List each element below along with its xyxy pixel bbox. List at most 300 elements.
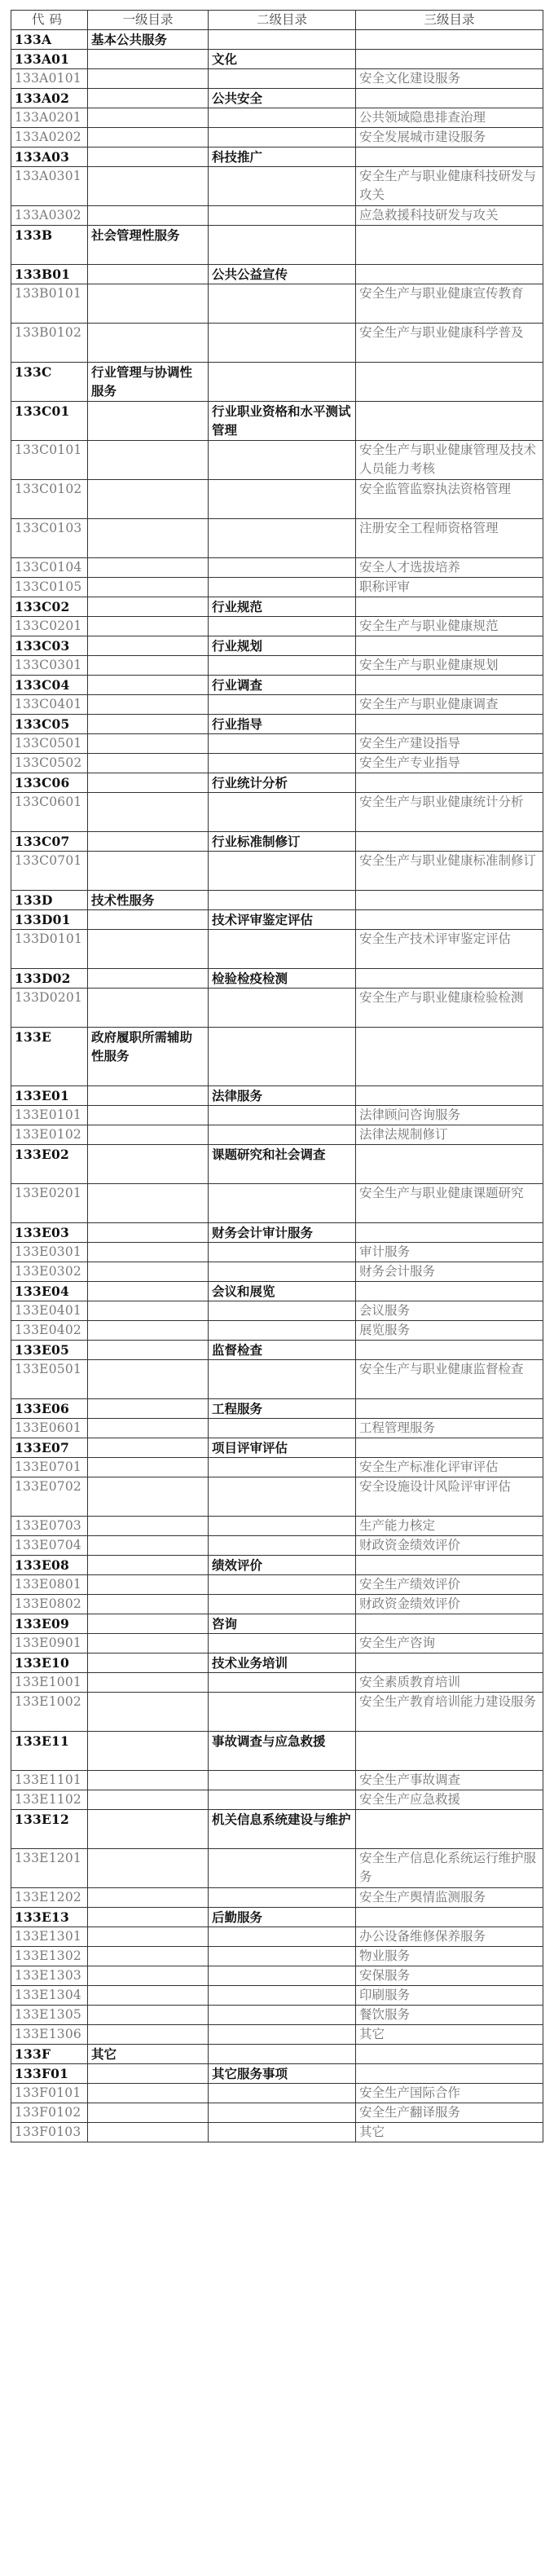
cell-level3-name: 安全生产专业指导	[356, 754, 543, 773]
catalog-row-level2	[11, 636, 543, 656]
cell-empty	[356, 1223, 543, 1243]
cell-empty	[356, 1028, 543, 1086]
cell-level2-name: 行业规范	[209, 597, 356, 617]
cell-level1-name: 政府履职所需辅助性服务	[88, 1028, 209, 1086]
cell-empty	[88, 715, 209, 734]
cell-code: 133C0101	[11, 441, 88, 480]
catalog-row-level2	[11, 1145, 543, 1184]
cell-code: 133E1304	[11, 1986, 88, 2006]
cell-empty	[356, 1282, 543, 1301]
cell-empty	[356, 50, 543, 69]
catalog-row-level3	[11, 1966, 543, 1986]
cell-level3-name: 安全生产国际合作	[356, 2084, 543, 2103]
cell-empty	[209, 1575, 356, 1595]
cell-empty	[88, 2123, 209, 2142]
catalog-row-level3	[11, 108, 543, 128]
cell-empty	[356, 1556, 543, 1575]
cell-empty	[88, 265, 209, 284]
cell-level3-name: 其它	[356, 2025, 543, 2045]
catalog-row-level3	[11, 1947, 543, 1966]
cell-code: 133A0302	[11, 206, 88, 226]
cell-code: 133E0501	[11, 1360, 88, 1399]
cell-code: 133E0802	[11, 1595, 88, 1614]
cell-empty	[88, 2103, 209, 2123]
cell-empty	[356, 265, 543, 284]
cell-empty	[356, 969, 543, 989]
cell-code: 133B0102	[11, 324, 88, 363]
cell-empty	[209, 793, 356, 832]
cell-code: 133E0401	[11, 1301, 88, 1321]
cell-empty	[209, 1595, 356, 1614]
cell-code: 133E0702	[11, 1477, 88, 1517]
cell-level3-name: 会议服务	[356, 1301, 543, 1321]
cell-empty	[209, 695, 356, 715]
cell-empty	[356, 1145, 543, 1184]
cell-code: 133E1306	[11, 2025, 88, 2045]
catalog-row-level3	[11, 754, 543, 773]
cell-level3-name: 安全生产与职业健康宣传教育	[356, 284, 543, 324]
cell-code: 133C07	[11, 832, 88, 852]
cell-empty	[209, 1321, 356, 1341]
catalog-row-level3	[11, 1888, 543, 1908]
cell-code: 133E05	[11, 1341, 88, 1360]
catalog-row-level3	[11, 206, 543, 226]
cell-level3-name: 安全生产绩效评价	[356, 1575, 543, 1595]
cell-level3-name: 餐饮服务	[356, 2006, 543, 2025]
cell-level2-name: 会议和展览	[209, 1282, 356, 1301]
cell-empty	[88, 989, 209, 1028]
cell-empty	[209, 1243, 356, 1262]
cell-level2-name: 行业统计分析	[209, 773, 356, 793]
catalog-row-level2	[11, 832, 543, 852]
cell-code: 133D0201	[11, 989, 88, 1028]
cell-empty	[88, 969, 209, 989]
cell-empty	[88, 1908, 209, 1927]
cell-empty	[209, 891, 356, 910]
catalog-body	[11, 30, 543, 2142]
cell-empty	[356, 2064, 543, 2084]
cell-code: 133E04	[11, 1282, 88, 1301]
header-code: 代码	[11, 11, 88, 30]
cell-code: 133C03	[11, 636, 88, 656]
cell-level3-name: 安全生产咨询	[356, 1634, 543, 1653]
cell-level2-name: 其它服务事项	[209, 2064, 356, 2084]
cell-level2-name: 公共安全	[209, 89, 356, 108]
cell-empty	[88, 754, 209, 773]
catalog-row-level2	[11, 773, 543, 793]
cell-empty	[88, 1341, 209, 1360]
cell-code: 133A0201	[11, 108, 88, 128]
cell-level3-name: 财政资金绩效评价	[356, 1595, 543, 1614]
cell-level3-name: 安全生产技术评审鉴定评估	[356, 930, 543, 969]
cell-empty	[356, 363, 543, 402]
cell-empty	[88, 69, 209, 89]
cell-level2-name: 行业调查	[209, 676, 356, 695]
cell-level3-name: 安全生产与职业健康调查	[356, 695, 543, 715]
cell-empty	[209, 1790, 356, 1810]
cell-empty	[88, 1790, 209, 1810]
catalog-row-level2	[11, 265, 543, 284]
catalog-row-level2	[11, 402, 543, 441]
cell-level3-name: 注册安全工程师资格管理	[356, 519, 543, 558]
cell-level3-name: 安全素质教育培训	[356, 1673, 543, 1693]
cell-level3-name: 安全生产翻译服务	[356, 2103, 543, 2123]
catalog-row-level2	[11, 676, 543, 695]
cell-level3-name: 公共领域隐患排查治理	[356, 108, 543, 128]
cell-empty	[356, 636, 543, 656]
catalog-row-level3	[11, 930, 543, 969]
catalog-row-level3	[11, 2103, 543, 2123]
cell-code: 133E1202	[11, 1888, 88, 1908]
catalog-row-level3	[11, 558, 543, 578]
cell-level2-name: 财务会计审计服务	[209, 1223, 356, 1243]
catalog-row-level3	[11, 2006, 543, 2025]
catalog-row-level3	[11, 480, 543, 519]
cell-empty	[209, 734, 356, 754]
cell-level1-name: 社会管理性服务	[88, 226, 209, 265]
cell-empty	[209, 1360, 356, 1399]
cell-empty	[356, 891, 543, 910]
cell-empty	[356, 1614, 543, 1634]
cell-code: 133C0104	[11, 558, 88, 578]
cell-empty	[209, 852, 356, 891]
cell-empty	[88, 1888, 209, 1908]
catalog-row-level3	[11, 69, 543, 89]
cell-empty	[209, 754, 356, 773]
catalog-row-level2	[11, 910, 543, 930]
cell-code: 133D	[11, 891, 88, 910]
catalog-row-level3	[11, 284, 543, 324]
cell-code: 133E1201	[11, 1849, 88, 1888]
cell-level3-name: 工程管理服务	[356, 1419, 543, 1438]
cell-empty	[88, 1360, 209, 1399]
catalog-row-level2	[11, 50, 543, 69]
cell-empty	[88, 1947, 209, 1966]
cell-empty	[356, 89, 543, 108]
cell-level3-name: 职称评审	[356, 578, 543, 597]
cell-level2-name: 工程服务	[209, 1399, 356, 1419]
catalog-row-level3	[11, 519, 543, 558]
cell-empty	[209, 30, 356, 50]
cell-level3-name: 安保服务	[356, 1966, 543, 1986]
cell-code: 133E1101	[11, 1771, 88, 1790]
cell-code: 133A0301	[11, 167, 88, 206]
catalog-row-level3	[11, 1321, 543, 1341]
cell-level3-name: 安全生产与职业健康科技研发与攻关	[356, 167, 543, 206]
cell-empty	[88, 2084, 209, 2103]
cell-empty	[356, 30, 543, 50]
cell-empty	[209, 284, 356, 324]
cell-empty	[209, 1966, 356, 1986]
cell-empty	[356, 597, 543, 617]
cell-level3-name: 财务会计服务	[356, 1262, 543, 1282]
cell-empty	[88, 1536, 209, 1556]
cell-level3-name: 安全生产与职业健康课题研究	[356, 1184, 543, 1223]
cell-code: 133A03	[11, 148, 88, 167]
cell-empty	[88, 1262, 209, 1282]
catalog-row-level3	[11, 1125, 543, 1145]
cell-code: 133C0701	[11, 852, 88, 891]
cell-code: 133A0101	[11, 69, 88, 89]
cell-empty	[356, 715, 543, 734]
cell-level3-name: 安全生产教育培训能力建设服务	[356, 1693, 543, 1732]
catalog-row-level3	[11, 324, 543, 363]
cell-empty	[209, 1536, 356, 1556]
cell-empty	[209, 226, 356, 265]
catalog-row-level2	[11, 1556, 543, 1575]
cell-code: 133E0704	[11, 1536, 88, 1556]
cell-level3-name: 安全生产与职业健康检验检测	[356, 989, 543, 1028]
catalog-row-level2	[11, 597, 543, 617]
cell-empty	[88, 89, 209, 108]
cell-empty	[209, 578, 356, 597]
cell-empty	[88, 578, 209, 597]
catalog-row-level2	[11, 1086, 543, 1106]
cell-code: 133C01	[11, 402, 88, 441]
cell-empty	[88, 1849, 209, 1888]
cell-empty	[356, 832, 543, 852]
catalog-row-level3	[11, 441, 543, 480]
cell-level3-name: 安全生产与职业健康管理及技术人员能力考核	[356, 441, 543, 480]
cell-empty	[209, 1028, 356, 1086]
cell-empty	[88, 656, 209, 676]
cell-code: 133C0502	[11, 754, 88, 773]
cell-level3-name: 法律法规制修订	[356, 1125, 543, 1145]
cell-empty	[88, 1556, 209, 1575]
cell-empty	[209, 324, 356, 363]
catalog-row-level2	[11, 1614, 543, 1634]
cell-code: 133A02	[11, 89, 88, 108]
cell-code: 133C0501	[11, 734, 88, 754]
catalog-row-level2	[11, 1223, 543, 1243]
catalog-row-level2	[11, 1653, 543, 1673]
cell-level2-name: 绩效评价	[209, 1556, 356, 1575]
cell-empty	[209, 1184, 356, 1223]
cell-empty	[356, 1810, 543, 1849]
cell-empty	[209, 128, 356, 148]
cell-code: 133E	[11, 1028, 88, 1086]
catalog-row-level3	[11, 695, 543, 715]
cell-empty	[88, 1575, 209, 1595]
catalog-row-level2	[11, 1341, 543, 1360]
cell-empty	[209, 1262, 356, 1282]
cell-code: 133E0102	[11, 1125, 88, 1145]
cell-code: 133C02	[11, 597, 88, 617]
cell-code: 133E0201	[11, 1184, 88, 1223]
cell-empty	[209, 441, 356, 480]
cell-empty	[88, 1243, 209, 1262]
cell-code: 133F0103	[11, 2123, 88, 2142]
cell-code: 133E02	[11, 1145, 88, 1184]
cell-empty	[88, 832, 209, 852]
cell-empty	[209, 656, 356, 676]
cell-empty	[209, 2084, 356, 2103]
catalog-row-level3	[11, 1986, 543, 2006]
cell-empty	[88, 480, 209, 519]
cell-code: 133C	[11, 363, 88, 402]
cell-empty	[209, 108, 356, 128]
cell-level3-name: 安全生产标准化评审评估	[356, 1458, 543, 1477]
cell-code: 133E1002	[11, 1693, 88, 1732]
cell-level3-name: 印刷服务	[356, 1986, 543, 2006]
cell-empty	[209, 1517, 356, 1536]
cell-empty	[209, 1888, 356, 1908]
cell-empty	[88, 676, 209, 695]
cell-empty	[88, 1458, 209, 1477]
catalog-row-level3	[11, 1693, 543, 1732]
cell-empty	[209, 2025, 356, 2045]
cell-empty	[88, 2025, 209, 2045]
cell-level3-name: 安全生产与职业健康规划	[356, 656, 543, 676]
catalog-row-level2	[11, 2064, 543, 2084]
cell-empty	[88, 558, 209, 578]
catalog-row-level3	[11, 656, 543, 676]
cell-code: 133B0101	[11, 284, 88, 324]
cell-level2-name: 课题研究和社会调查	[209, 1145, 356, 1184]
cell-empty	[209, 69, 356, 89]
cell-code: 133C06	[11, 773, 88, 793]
cell-empty	[88, 1693, 209, 1732]
cell-level1-name: 技术性服务	[88, 891, 209, 910]
cell-level2-name: 行业职业资格和水平测试管理	[209, 402, 356, 441]
cell-code: 133E0901	[11, 1634, 88, 1653]
cell-code: 133C0201	[11, 617, 88, 636]
cell-code: 133E06	[11, 1399, 88, 1419]
cell-code: 133E0301	[11, 1243, 88, 1262]
header-level1: 一级目录	[88, 11, 209, 30]
cell-level3-name: 安全生产与职业健康规范	[356, 617, 543, 636]
cell-empty	[356, 1732, 543, 1771]
cell-empty	[209, 2006, 356, 2025]
cell-level3-name: 安全生产与职业健康统计分析	[356, 793, 543, 832]
cell-empty	[88, 206, 209, 226]
catalog-row-level2	[11, 1282, 543, 1301]
catalog-row-level3	[11, 1673, 543, 1693]
cell-empty	[88, 1301, 209, 1321]
cell-code: 133C0401	[11, 695, 88, 715]
cell-empty	[209, 363, 356, 402]
catalog-row-level2	[11, 1399, 543, 1419]
cell-empty	[356, 1399, 543, 1419]
cell-level3-name: 安全生产舆情监测服务	[356, 1888, 543, 1908]
cell-level2-name: 咨询	[209, 1614, 356, 1634]
catalog-row-level3	[11, 1517, 543, 1536]
cell-level3-name: 安全生产信息化系统运行维护服务	[356, 1849, 543, 1888]
catalog-row-level3	[11, 1477, 543, 1517]
cell-level1-name: 行业管理与协调性服务	[88, 363, 209, 402]
cell-code: 133F0101	[11, 2084, 88, 2103]
cell-code: 133C0103	[11, 519, 88, 558]
cell-empty	[356, 402, 543, 441]
cell-empty	[88, 734, 209, 754]
cell-level3-name: 安全生产应急救援	[356, 1790, 543, 1810]
cell-empty	[209, 2123, 356, 2142]
cell-level3-name: 安全文化建设服务	[356, 69, 543, 89]
catalog-row-level2	[11, 1810, 543, 1849]
cell-empty	[209, 1458, 356, 1477]
cell-code: 133F01	[11, 2064, 88, 2084]
cell-level2-name: 行业指导	[209, 715, 356, 734]
cell-empty	[88, 773, 209, 793]
cell-level3-name: 安全生产与职业健康监督检查	[356, 1360, 543, 1399]
catalog-row-level3	[11, 1536, 543, 1556]
catalog-row-level2	[11, 715, 543, 734]
cell-level2-name: 行业标准制修订	[209, 832, 356, 852]
catalog-row-level2	[11, 1732, 543, 1771]
catalog-row-level1	[11, 226, 543, 265]
cell-empty	[88, 695, 209, 715]
cell-empty	[88, 1438, 209, 1458]
catalog-row-level1	[11, 891, 543, 910]
cell-empty	[88, 402, 209, 441]
catalog-row-level3	[11, 1419, 543, 1438]
catalog-row-level3	[11, 1458, 543, 1477]
cell-empty	[88, 793, 209, 832]
cell-level2-name: 后勤服务	[209, 1908, 356, 1927]
cell-code: 133E1302	[11, 1947, 88, 1966]
cell-empty	[88, 1517, 209, 1536]
cell-empty	[88, 1477, 209, 1517]
cell-level2-name: 文化	[209, 50, 356, 69]
cell-code: 133A01	[11, 50, 88, 69]
cell-level2-name: 检验检疫检测	[209, 969, 356, 989]
cell-empty	[88, 1927, 209, 1947]
cell-code: 133C04	[11, 676, 88, 695]
cell-level3-name: 安全生产与职业健康标准制修订	[356, 852, 543, 891]
cell-code: 133E0701	[11, 1458, 88, 1477]
cell-empty	[88, 1673, 209, 1693]
cell-empty	[209, 617, 356, 636]
catalog-row-level3	[11, 578, 543, 597]
cell-empty	[356, 1341, 543, 1360]
cell-code: 133E1001	[11, 1673, 88, 1693]
catalog-row-level2	[11, 1908, 543, 1927]
cell-empty	[88, 597, 209, 617]
cell-empty	[209, 989, 356, 1028]
cell-empty	[209, 206, 356, 226]
cell-empty	[209, 1673, 356, 1693]
cell-code: 133E12	[11, 1810, 88, 1849]
cell-empty	[209, 930, 356, 969]
cell-code: 133E13	[11, 1908, 88, 1927]
catalog-row-level3	[11, 1575, 543, 1595]
cell-level3-name: 安全监管监察执法资格管理	[356, 480, 543, 519]
catalog-row-level2	[11, 969, 543, 989]
catalog-row-level1	[11, 1028, 543, 1086]
catalog-row-level1	[11, 363, 543, 402]
header-level2: 二级目录	[209, 11, 356, 30]
catalog-row-level2	[11, 89, 543, 108]
cell-empty	[88, 2006, 209, 2025]
cell-empty	[209, 1106, 356, 1125]
catalog-row-level2	[11, 148, 543, 167]
cell-code: 133E1301	[11, 1927, 88, 1947]
catalog-row-level3	[11, 1184, 543, 1223]
cell-empty	[88, 930, 209, 969]
cell-empty	[88, 148, 209, 167]
cell-level3-name: 办公设备维修保养服务	[356, 1927, 543, 1947]
catalog-row-level3	[11, 167, 543, 206]
cell-code: 133E11	[11, 1732, 88, 1771]
cell-code: 133A	[11, 30, 88, 50]
cell-level3-name: 安全人才选拔培养	[356, 558, 543, 578]
cell-empty	[88, 1106, 209, 1125]
cell-level3-name: 物业服务	[356, 1947, 543, 1966]
cell-code: 133E0402	[11, 1321, 88, 1341]
cell-empty	[88, 1419, 209, 1438]
cell-empty	[356, 1908, 543, 1927]
cell-level2-name: 公共公益宣传	[209, 265, 356, 284]
